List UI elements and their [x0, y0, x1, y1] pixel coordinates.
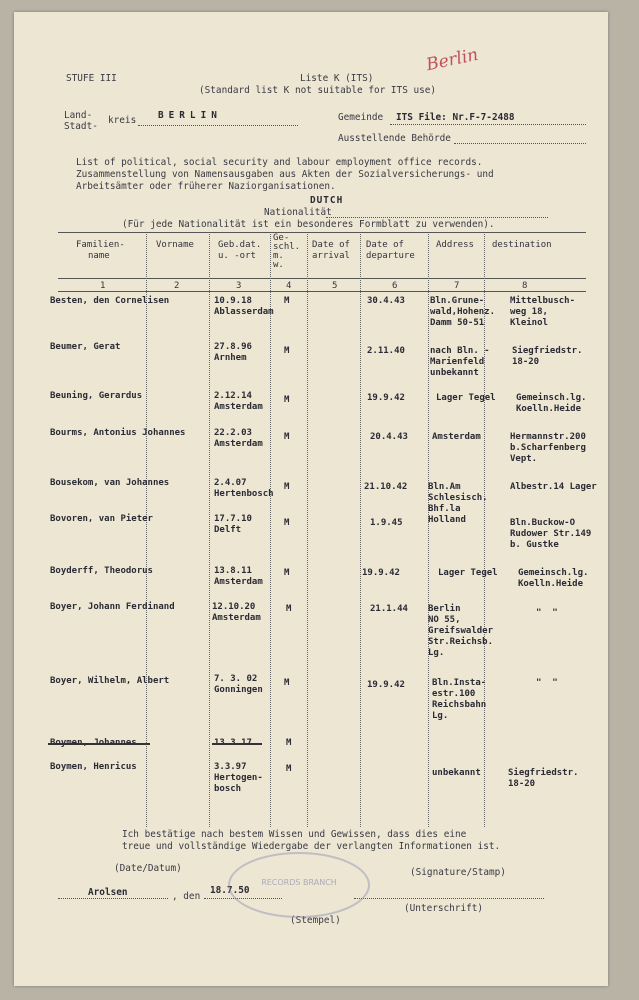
- ausstellende-label: Ausstellende Behörde: [338, 133, 451, 144]
- row-destination: Gemeinsch.lg. Koelln.Heide: [518, 568, 589, 589]
- row-birth: 12.10.20 Amsterdam: [212, 602, 261, 623]
- row-sex: M: [286, 604, 292, 614]
- list-subtitle: (Standard list K not suitable for ITS use): [199, 85, 437, 96]
- column-number: 3: [236, 281, 242, 291]
- row-sex: M: [286, 764, 292, 774]
- place-underline: [58, 898, 168, 899]
- column-divider: [209, 234, 210, 827]
- list-title: Liste K (ITS): [300, 73, 374, 84]
- column-number: 8: [522, 281, 528, 291]
- row-departure: 30.4.43: [367, 296, 405, 306]
- row-destination: Mittelbusch- weg 18, Kleinol: [510, 296, 576, 328]
- stufe-label: STUFE III: [66, 73, 117, 84]
- gemeinde-value: ITS File: Nr.F-7-2488: [396, 112, 515, 123]
- column-divider: [428, 234, 429, 827]
- table-top-rule: [58, 232, 586, 233]
- row-sex: M: [284, 432, 290, 442]
- row-departure: 19.9.42: [367, 393, 405, 403]
- row-destination: Bln.Buckow-O Rudower Str.149 b. Gustke: [510, 518, 592, 550]
- row-destination: Siegfriedstr. 18-20: [512, 346, 583, 367]
- den-label: , den: [172, 891, 201, 902]
- table-number-rule: [58, 291, 586, 292]
- row-address: Amsterdam: [432, 432, 481, 442]
- row-address: Bln.Grune- wald,Hohenz. Damm 50-51: [430, 296, 496, 328]
- column-number: 7: [454, 281, 460, 291]
- row-address: Berlin NO 55, Greifswalder Str.Reichsb. Lg.: [428, 604, 494, 658]
- strikethrough-mark: [48, 743, 150, 745]
- column-divider: [270, 234, 271, 827]
- row-departure: 21.1.44: [370, 604, 408, 614]
- kreis-label: kreis: [108, 115, 137, 126]
- row-birth: 13.3.17: [214, 738, 252, 748]
- column-number: 1: [100, 281, 106, 291]
- column-number: 5: [332, 281, 338, 291]
- confirmation-line-2: treue und vollständige Wiedergabe der verlangten Informationen ist.: [122, 841, 501, 852]
- document-page: [14, 12, 608, 986]
- description-line-2: Zusammenstellung von Namensausgaben aus Akten der Sozialversicherungs- und: [76, 169, 494, 180]
- row-departure: 2.11.40: [367, 346, 405, 356]
- row-birth: 2.4.07 Hertenbosch: [214, 478, 274, 499]
- row-name: Besten, den Cornelisen: [50, 296, 170, 306]
- unterschrift-label: (Unterschrift): [404, 903, 484, 914]
- row-name: Beumer, Gerat: [50, 342, 121, 352]
- date-value: 18.7.50: [210, 885, 250, 896]
- description-line-3: Arbeitsämter oder früherer Naziorganisationen.: [76, 181, 336, 192]
- stadt-label: Stadt-: [64, 121, 98, 132]
- header-destination: destination: [492, 240, 552, 250]
- gemeinde-label: Gemeinde: [338, 112, 384, 123]
- row-address: Lager Tegel: [436, 393, 496, 403]
- row-departure: 19.9.42: [362, 568, 400, 578]
- row-sex: M: [284, 518, 290, 528]
- row-destination: Albestr.14 Lager: [510, 482, 597, 492]
- row-sex: M: [284, 482, 290, 492]
- stamp-text: RECORDS BRANCH: [261, 878, 337, 887]
- row-address: unbekannt: [432, 768, 481, 778]
- row-destination: Hermannstr.200 b.Scharfenberg Vept.: [510, 432, 586, 464]
- row-address: Bln.Am Schlesisch. Bhf.la Holland: [428, 482, 488, 525]
- handwritten-note: Berlin: [424, 44, 481, 76]
- kreis-underline: [138, 125, 298, 126]
- row-departure: 21.10.42: [364, 482, 408, 492]
- column-divider: [360, 234, 361, 827]
- row-birth: 27.8.96 Arnhem: [214, 342, 252, 363]
- header-geschlecht: Ge- schl. m. w.: [273, 233, 301, 270]
- row-name: Boyer, Johann Ferdinand: [50, 602, 175, 612]
- column-number: 4: [286, 281, 292, 291]
- row-birth: 2.12.14 Amsterdam: [214, 391, 263, 412]
- nationality-note: (Für jede Nationalität ist ein besonderes Formblatt zu verwenden).: [122, 219, 495, 230]
- row-destination: Gemeinsch.lg. Koelln.Heide: [516, 393, 587, 414]
- header-vorname: Vorname: [156, 240, 194, 250]
- row-birth: 7. 3. 02 Gonningen: [214, 674, 263, 695]
- column-divider: [307, 234, 308, 827]
- stempel-label: (Stempel): [290, 915, 341, 926]
- row-name: Boyer, Wilhelm, Albert: [50, 676, 170, 686]
- row-destination: " ": [536, 608, 558, 618]
- header-departure: Date of departure: [366, 240, 415, 261]
- row-sex: M: [284, 296, 290, 306]
- nationality-value: DUTCH: [310, 195, 344, 206]
- kreis-value: BERLIN: [158, 110, 222, 121]
- row-sex: M: [284, 678, 290, 688]
- row-name: Bovoren, van Pieter: [50, 514, 153, 524]
- row-address: Bln.Insta- estr.100 Reichsbahn Lg.: [432, 678, 487, 721]
- row-name: Bousekom, van Johannes: [50, 478, 170, 488]
- confirmation-line-1: Ich bestätige nach bestem Wissen und Gewissen, dass dies eine: [122, 829, 467, 840]
- row-name: Boymen, Johannes: [50, 738, 137, 748]
- strikethrough-mark: [212, 743, 262, 745]
- nationality-underline: [326, 217, 548, 218]
- column-number: 6: [392, 281, 398, 291]
- header-familienname: Familien- name: [76, 240, 125, 261]
- land-label: Land-: [64, 110, 93, 121]
- row-address: Lager Tegel: [438, 568, 498, 578]
- header-geburt: Geb.dat. u. -ort: [218, 240, 262, 261]
- row-departure: 1.9.45: [370, 518, 403, 528]
- place-value: Arolsen: [88, 887, 128, 898]
- row-sex: M: [284, 346, 290, 356]
- header-address: Address: [436, 240, 474, 250]
- records-branch-stamp: [228, 852, 370, 918]
- row-sex: M: [284, 568, 290, 578]
- header-arrival: Date of arrival: [312, 240, 350, 261]
- ausstellende-underline: [454, 143, 586, 144]
- description-line-1: List of political, social security and labour employment office records.: [76, 157, 483, 168]
- column-divider: [146, 234, 147, 827]
- row-name: Boymen, Henricus: [50, 762, 137, 772]
- row-address: nach Bln. - Marienfeld unbekannt: [430, 346, 490, 378]
- nationality-label: Nationalität: [264, 207, 332, 218]
- row-destination: Siegfriedstr. 18-20: [508, 768, 579, 789]
- row-birth: 22.2.03 Amsterdam: [214, 428, 263, 449]
- signature-underline: [354, 898, 544, 899]
- row-birth: 13.8.11 Amsterdam: [214, 566, 263, 587]
- date-label: (Date/Datum): [114, 863, 182, 874]
- row-birth: 10.9.18 Ablasserdam: [214, 296, 274, 317]
- row-departure: 19.9.42: [367, 680, 405, 690]
- signature-label: (Signature/Stamp): [410, 867, 506, 878]
- column-number: 2: [174, 281, 180, 291]
- row-sex: M: [286, 738, 292, 748]
- row-name: Boyderff, Theodorus: [50, 566, 153, 576]
- row-birth: 3.3.97 Hertogen- bosch: [214, 762, 263, 794]
- row-sex: M: [284, 395, 290, 405]
- row-birth: 17.7.10 Delft: [214, 514, 252, 535]
- row-departure: 20.4.43: [370, 432, 408, 442]
- row-name: Bourms, Antonius Johannes: [50, 428, 186, 438]
- row-destination: " ": [536, 678, 558, 688]
- table-header-rule: [58, 278, 586, 279]
- row-name: Beuning, Gerardus: [50, 391, 143, 401]
- gemeinde-underline: [390, 124, 586, 125]
